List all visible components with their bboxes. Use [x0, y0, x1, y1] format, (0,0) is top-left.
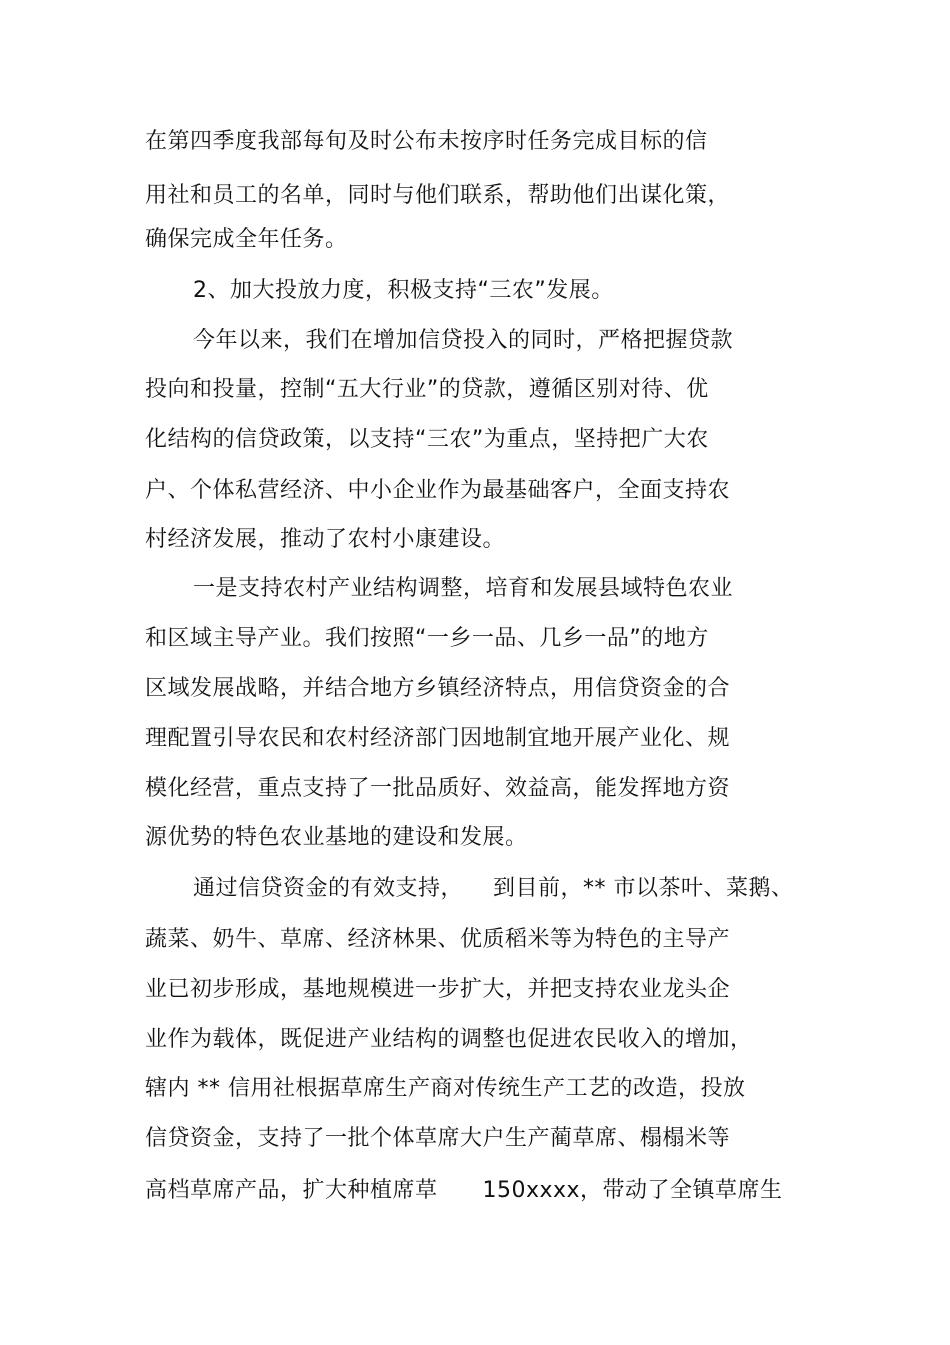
- text-line: 区域发展战略，并结合地方乡镇经济特点，用信贷资金的合: [145, 676, 731, 701]
- text-line: 和区域主导产业。我们按照“一乡一品、几乡一品”的地方: [145, 626, 709, 651]
- text-line: 用社和员工的名单，同时与他们联系，帮助他们出谋化策，: [145, 183, 731, 208]
- text-line: 化结构的信贷政策，以支持“三农”为重点，坚持把广大农: [145, 427, 709, 452]
- section-heading: 2、加大投放力度，积极支持“三农”发展。: [193, 278, 614, 303]
- text-line: 业作为载体，既促进产业结构的调整也促进农民收入的增加，: [145, 1027, 753, 1052]
- text-line: 确保完成全年任务。: [145, 227, 348, 252]
- text-line: 在第四季度我部每旬及时公布未按序时任务完成目标的信: [145, 129, 708, 154]
- text-line: 源优势的特色农业基地的建设和发展。: [145, 825, 528, 850]
- text-line: 蔬菜、奶牛、草席、经济林果、优质稻米等为特色的主导产: [145, 927, 731, 952]
- text-line: 投向和投量，控制“五大行业”的贷款，遵循区别对待、优: [145, 377, 709, 402]
- text-line: 理配置引导农民和农村经济部门因地制宜地开展产业化、规: [145, 726, 731, 751]
- text-line: 通过信贷资金的有效支持， 到目前，** 市以茶叶、菜鹅、: [193, 876, 794, 901]
- text-line: 户、个体私营经济、中小企业作为最基础客户，全面支持农: [145, 478, 731, 503]
- text-line: 一是支持农村产业结构调整，培育和发展县域特色农业: [193, 576, 734, 601]
- text-line: 信贷资金，支持了一批个体草席大户生产蔺草席、榻榻米等: [145, 1126, 731, 1151]
- text-line: 高档草席产品，扩大种植席草 150xxxx，带动了全镇草席生: [145, 1178, 783, 1203]
- text-line: 村经济发展，推动了农村小康建设。: [145, 527, 506, 552]
- text-line: 模化经营，重点支持了一批品质好、效益高，能发挥地方资: [145, 776, 731, 801]
- text-line: 业已初步形成，基地规模进一步扩大，并把支持农业龙头企: [145, 977, 731, 1002]
- text-line: 今年以来，我们在增加信贷投入的同时，严格把握贷款: [193, 328, 734, 353]
- text-line: 辖内 ** 信用社根据草席生产商对传统生产工艺的改造，投放: [145, 1076, 746, 1101]
